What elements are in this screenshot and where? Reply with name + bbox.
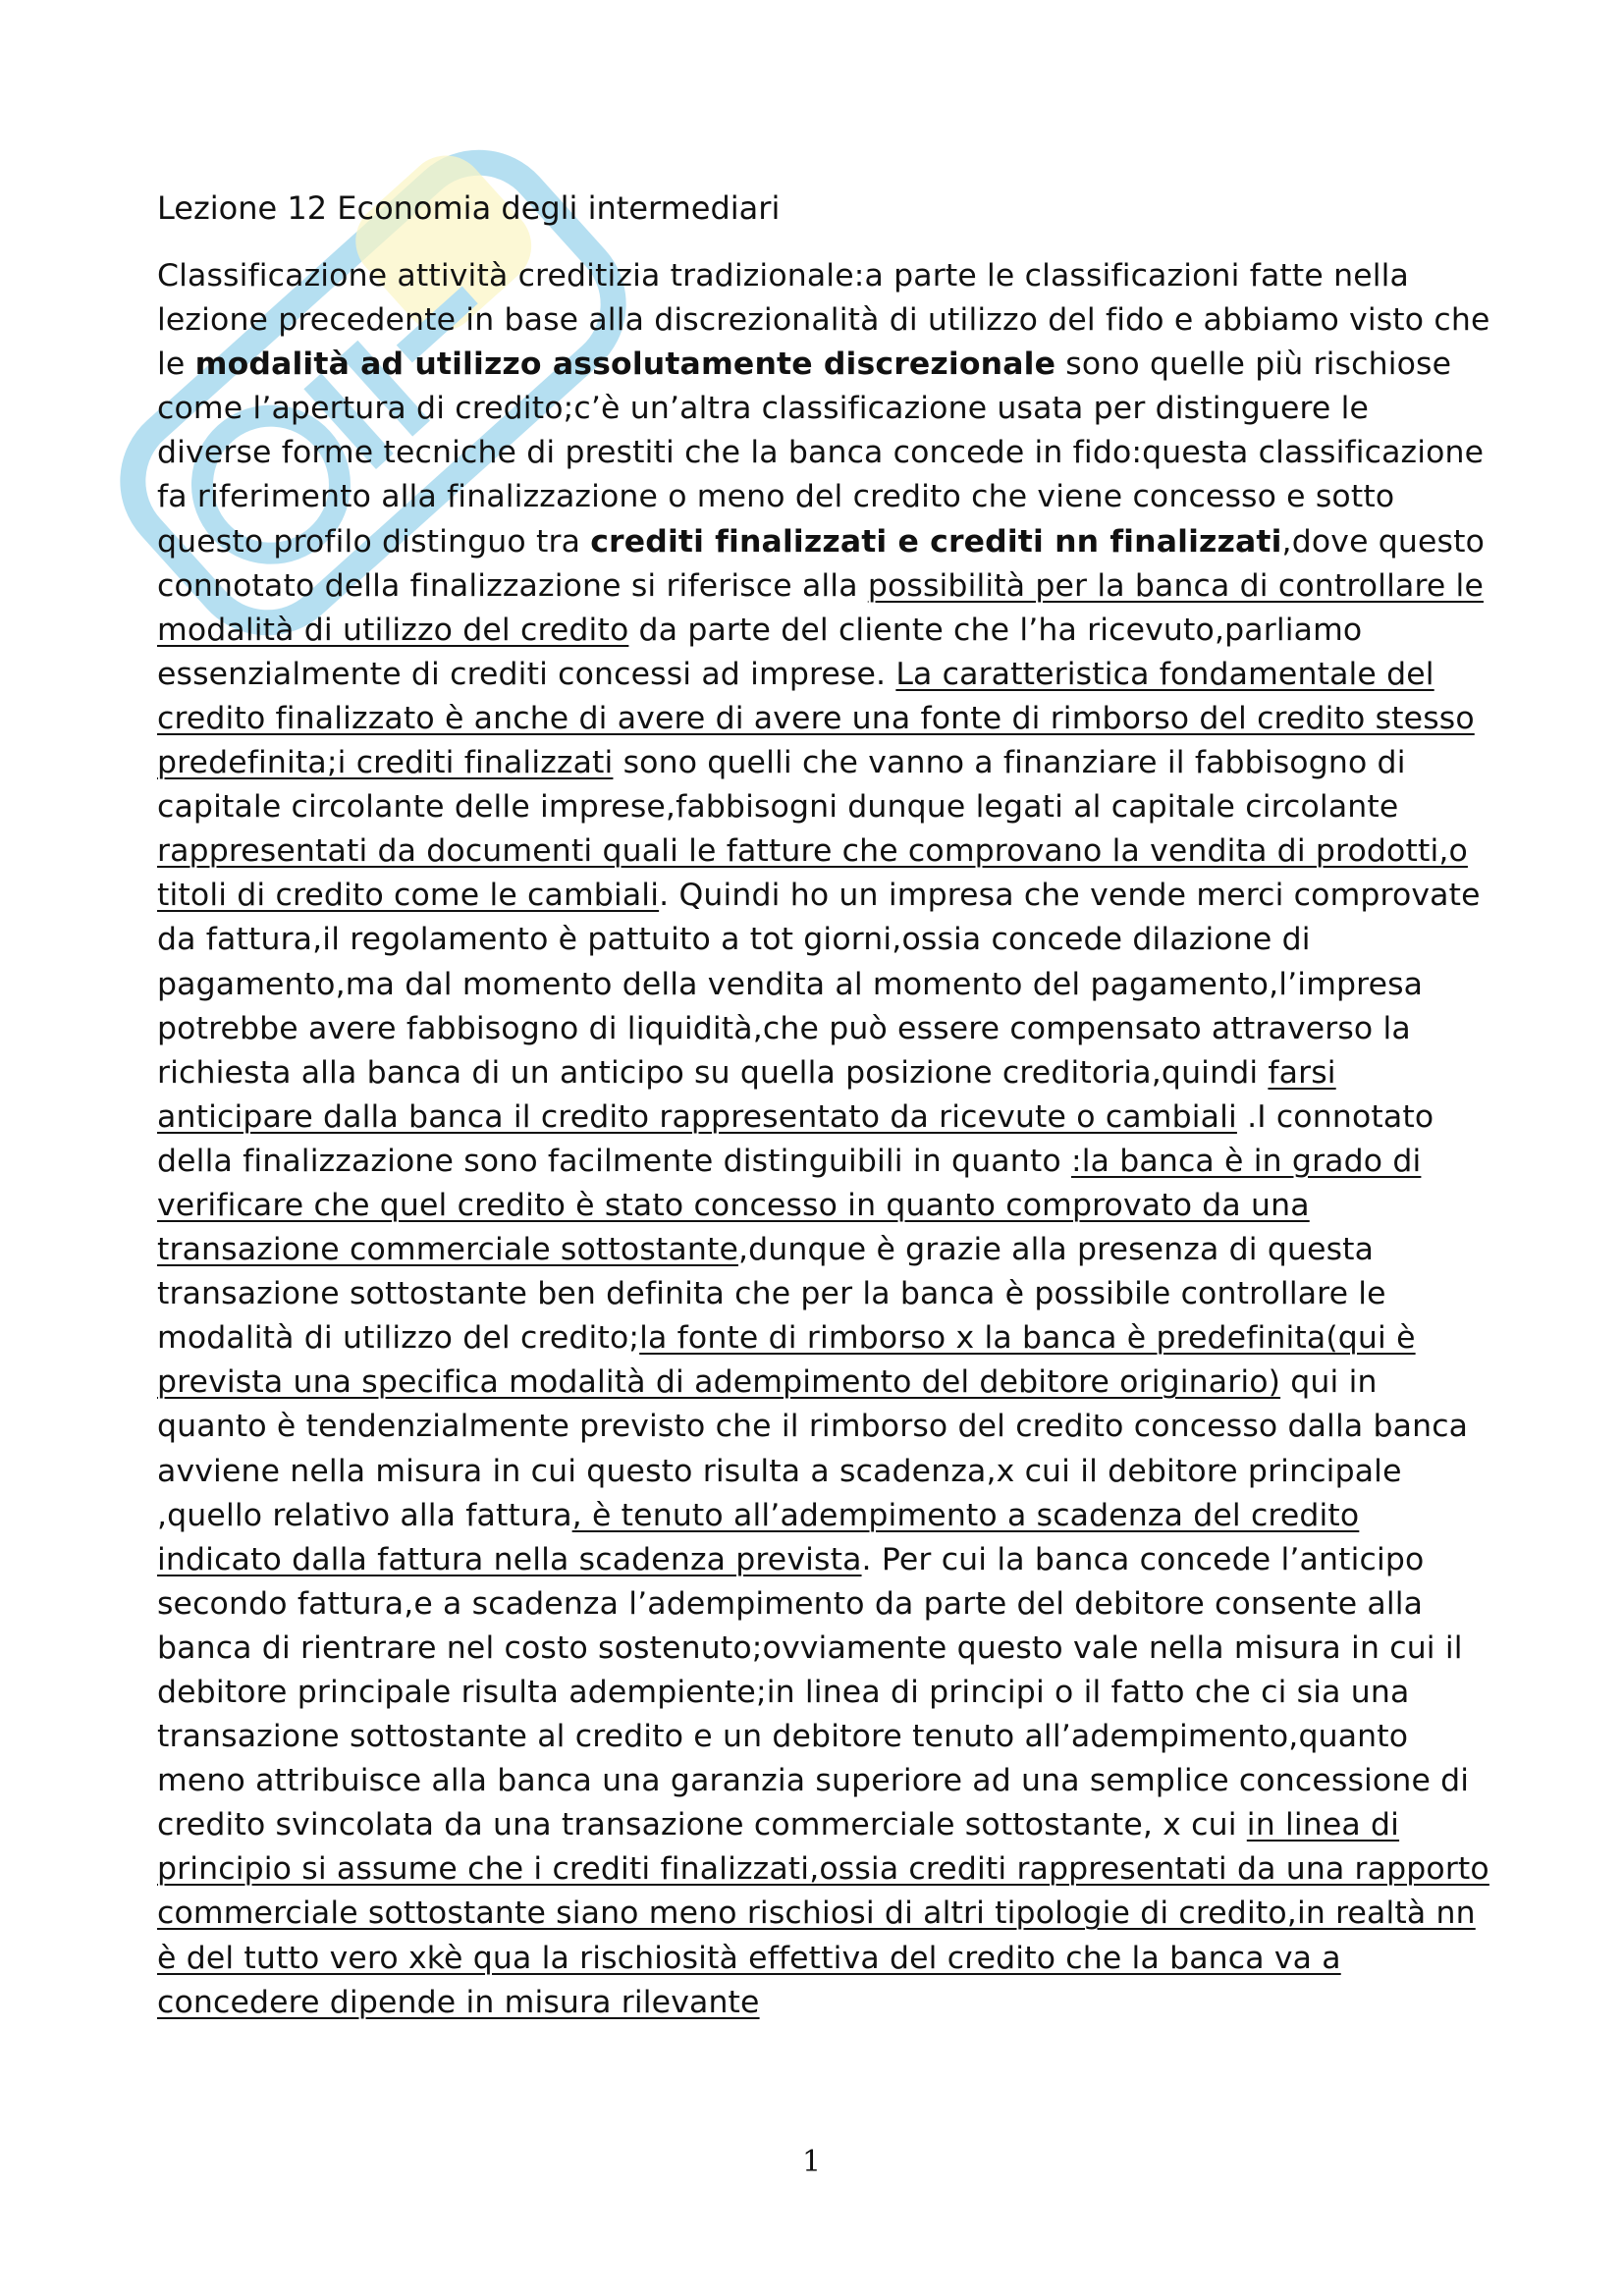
- underlined-text-run: la fonte di rimborso x la banca è predefinita(qui è prevista una specifica modalità di adempimento del debitore originario): [157, 1320, 1416, 1401]
- bold-text-run: crediti finalizzati e crediti nn finalizzati: [590, 523, 1282, 560]
- document-title: Lezione 12 Economia degli intermediari: [157, 189, 781, 227]
- underlined-text-run: in linea di principio si assume che i crediti finalizzati,ossia crediti rappresentati da una rapporto commerciale sottostante siano meno rischiosi di altri tipologie di credito,in realtà nn è del tutto vero xkè qua la rischiosità effettiva del credito che la banca va a concedere dipende in misura rilevante: [157, 1807, 1489, 2020]
- body-paragraph: [157, 254, 1492, 2025]
- text-run: da parte del cliente che l’ha ricevuto,parliamo essenzialmente di crediti concessi ad imprese.: [157, 612, 1363, 692]
- text-run: ,dunque è grazie alla presenza di questa transazione sottostante ben definita che per la banca è possibile controllare le modalità di utilizzo del credito;: [157, 1232, 1386, 1357]
- text-run: sono quelli che vanno a finanziare il fabbisogno di capitale circolante delle imprese,fabbisogni dunque legati al capitale circolante: [157, 745, 1406, 826]
- text-run: .I connotato della finalizzazione sono facilmente distinguibili in quanto: [157, 1098, 1434, 1179]
- text-run: Classificazione attività creditizia tradizionale:a parte le classificazioni fatte nella lezione precedente in base alla discrezionalità di utilizzo del fido e abbiamo visto che le: [157, 258, 1490, 383]
- text-run: ,dove questo connotato della finalizzazione si riferisce alla: [157, 523, 1486, 604]
- bold-text-run: modalità ad utilizzo assolutamente discrezionale: [194, 347, 1056, 383]
- text-run: . Per cui la banca concede l’anticipo secondo fattura,e a scadenza l’adempimento da parte del debitore consente alla banca di rientrare nel costo sostenuto;ovviamente questo vale nella misura in cui il debitore principale risulta adempiente;in linea di principi o il fatto che ci sia una transazione sottostante al credito e un debitore tenuto all’adempimento,quanto meno attribuisce alla banca una garanzia superiore ad una semplice concessione di credito svincolata da una transazione commerciale sottostante, x cui: [157, 1541, 1470, 1843]
- page-number: 1: [801, 2145, 822, 2179]
- underlined-text-run: , è tenuto all’adempimento a scadenza del credito indicato dalla fattura nella scadenza prevista: [157, 1497, 1360, 1577]
- document-content: [157, 187, 1492, 2025]
- underlined-text-run: La caratteristica fondamentale del credito finalizzato è anche di avere di avere una fonte di rimborso del credito stesso predefinita;i crediti finalizzati: [157, 656, 1475, 781]
- underlined-text-run: possibilità per la banca di controllare le modalità di utilizzo del credito: [157, 567, 1484, 648]
- text-run: sono quelle più rischiose come l’apertura di credito;c’è un’altra classificazione usata per distinguere le diverse forme tecniche di prestiti che la banca concede in fido:questa classificazione fa riferimento alla finalizzazione o meno del credito che viene concesso e sotto questo profilo distinguo tra: [157, 347, 1485, 560]
- text-run: . Quindi ho un impresa che vende merci comprovate da fattura,il regolamento è pattuito a tot giorni,ossia concede dilazione di pagamento,ma dal momento della vendita al momento del pagamento,l’impresa potrebbe avere fabbisogno di liquidità,che può essere compensato attraverso la richiesta alla banca di un anticipo su quella posizione creditoria,quindi: [157, 878, 1481, 1091]
- underlined-text-run: :la banca è in grado di verificare che quel credito è stato concesso in quanto comprovato da una transazione commerciale sottostante: [157, 1143, 1422, 1268]
- underlined-text-run: rappresentati da documenti quali le fatture che comprovano la vendita di prodotti,o titoli di credito come le cambiali: [157, 833, 1468, 914]
- text-run: qui in quanto è tendenzialmente previsto che il rimborso del credito concesso dalla banca avviene nella misura in cui questo risulta a scadenza,x cui il debitore principale ,quello relativo alla fattura: [157, 1364, 1469, 1533]
- underlined-text-run: farsi anticipare dalla banca il credito rappresentato da ricevute o cambiali: [157, 1054, 1336, 1135]
